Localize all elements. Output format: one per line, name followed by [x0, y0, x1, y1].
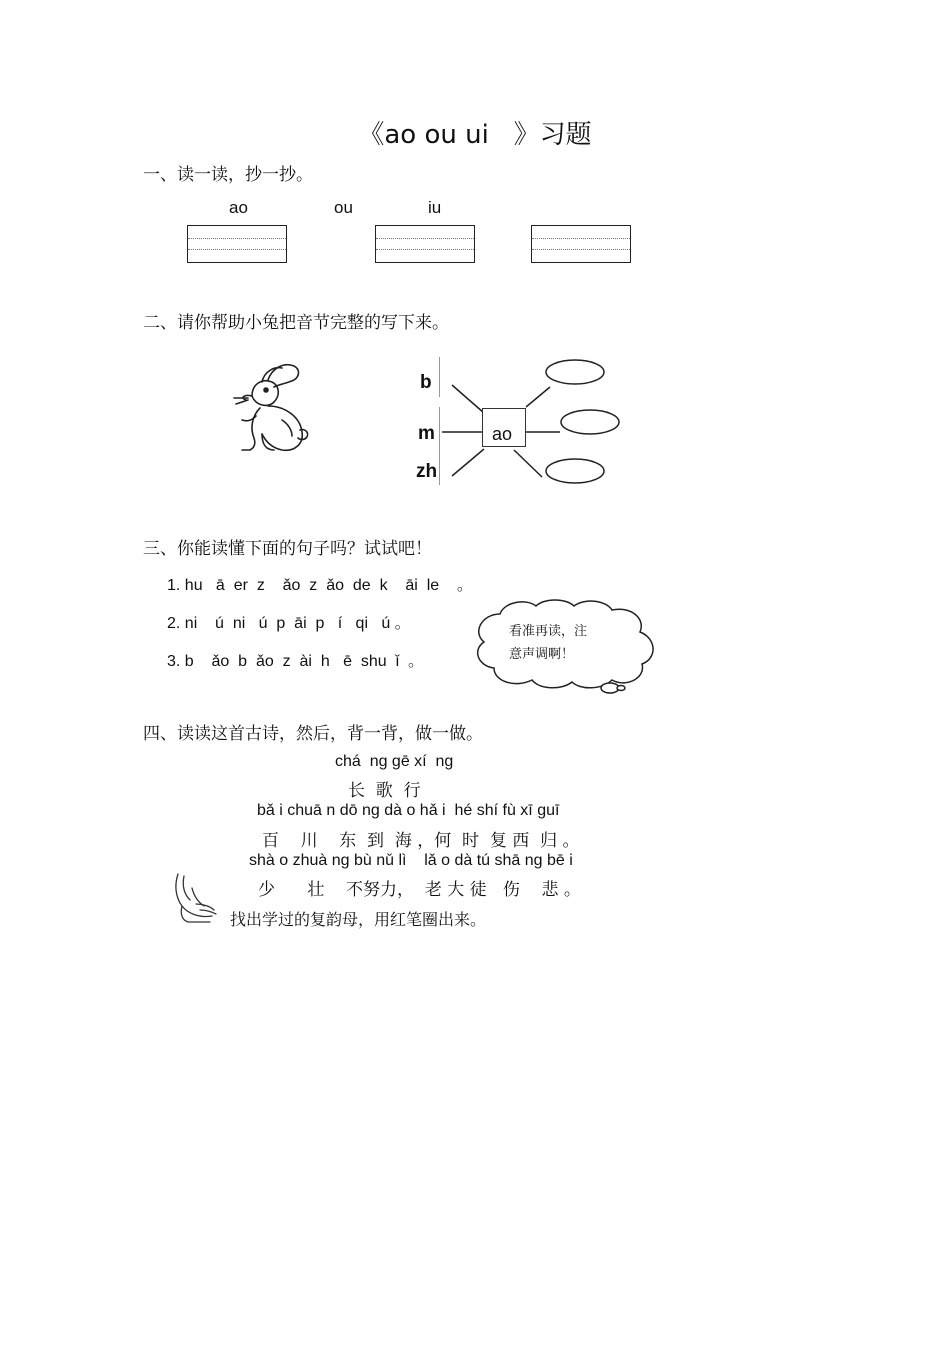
- consonant-b: b: [420, 372, 432, 393]
- poem-line2: 少 壮 不努力， 老 大 徒 伤 悲 。: [258, 880, 581, 900]
- syllable-ao: ao: [229, 198, 248, 217]
- section2-heading: 二、请你帮助小兔把音节完整的写下来。: [143, 313, 449, 333]
- page-title: 《ao ou ui 》习题: [358, 120, 592, 150]
- sentence-3: 3. b ǎo b ǎo z ài h ē shu ǐ 。: [167, 653, 425, 670]
- consonant-m: m: [418, 423, 435, 444]
- poem-line1-pinyin: bǎ i chuā n dō ng dà o hǎ i hé shí fù xī guī: [257, 802, 560, 819]
- bubble-text-2: 意声调啊！: [509, 647, 575, 662]
- pointing-hand-icon: [170, 870, 220, 926]
- poem-title: 长 歌 行: [348, 781, 421, 801]
- bubble-text-1: 看准再读，注: [509, 624, 588, 639]
- consonant-zh: zh: [416, 461, 438, 482]
- center-vowel: ao: [492, 424, 513, 444]
- sentence-1: 1. hu ā er z ǎo z ǎo de k āi le 。: [167, 577, 473, 594]
- syllable-ou: ou: [334, 198, 353, 217]
- copy-box-3[interactable]: [531, 225, 631, 263]
- poem-line2-pinyin: shà o zhuà ng bù nǔ lì lǎ o dà tú shā ng bē i: [249, 852, 573, 869]
- copy-box-2[interactable]: [375, 225, 475, 263]
- poem-title-pinyin: chá ng gē xí ng: [335, 753, 454, 770]
- section3-heading: 三、你能读懂下面的句子吗？试试吧！: [143, 539, 432, 559]
- section1-heading: 一、读一读，抄一抄。: [143, 165, 313, 185]
- poem-task: 找出学过的复韵母，用红笔圈出来。: [230, 910, 487, 929]
- section4-heading: 四、读读这首古诗，然后，背一背，做一做。: [143, 724, 483, 744]
- sentence-2: 2. ni ú ni ú p āi p í qi ú 。: [167, 615, 411, 632]
- copy-box-1[interactable]: [187, 225, 287, 263]
- syllable-connector-diagram: [430, 355, 630, 490]
- syllable-iu: iu: [428, 198, 442, 217]
- poem-line1: 百 川 东 到 海 ，何 时 复 西 归 。: [262, 831, 580, 851]
- rabbit-icon: [222, 360, 312, 460]
